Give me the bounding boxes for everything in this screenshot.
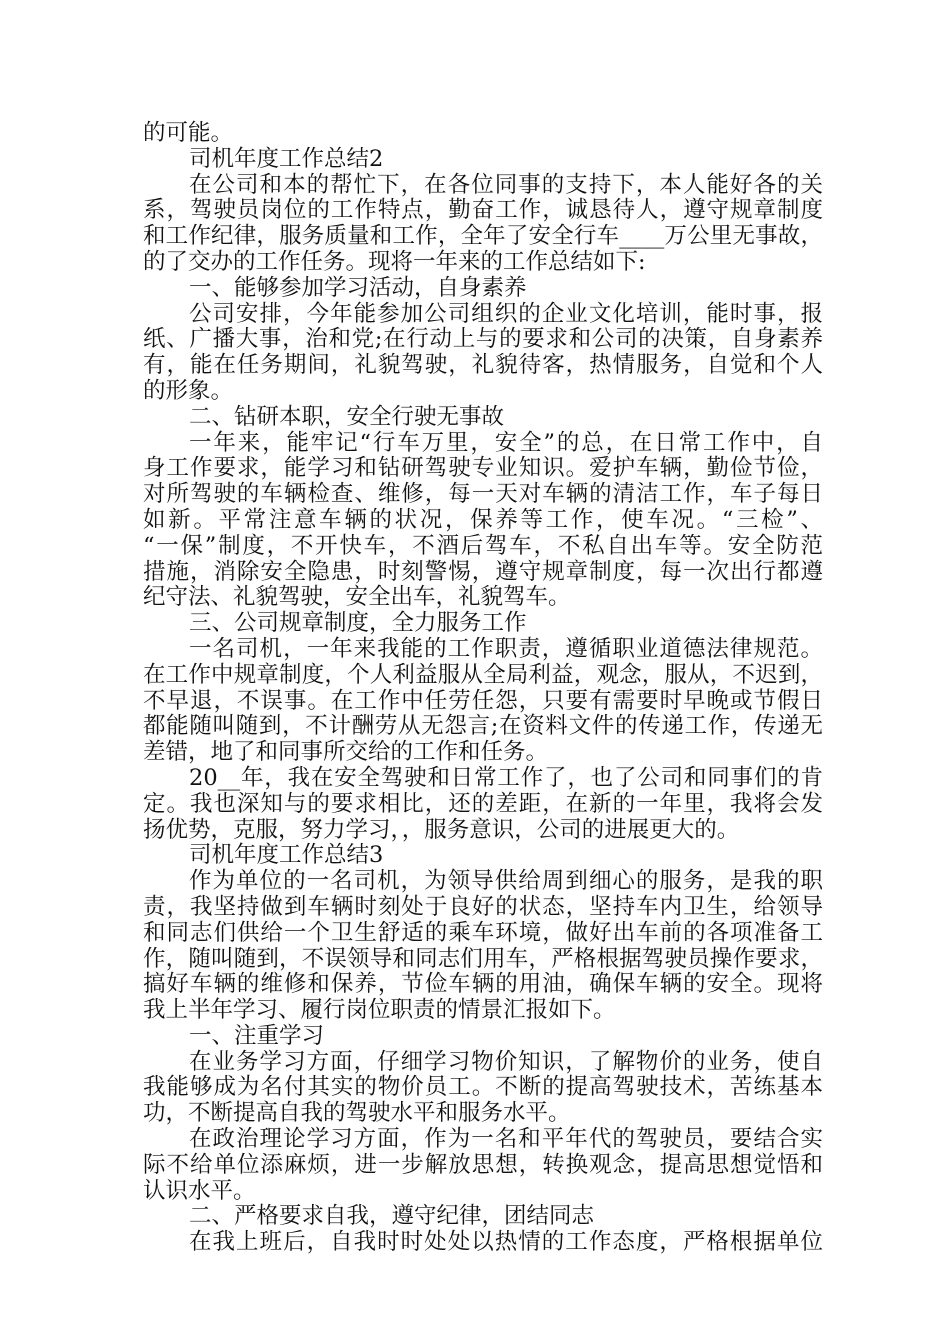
paragraph-line: 在工作中规章制度，个人利益服从全局利益，观念，服从，不迟到， — [143, 661, 823, 688]
paragraph-line: 责，我坚持做到车辆时刻处于良好的状态，坚持车内卫生，给领导 — [143, 893, 823, 920]
paragraph-line: 系，驾驶员岗位的工作特点，勤奋工作，诚恳待人，遵守规章制度 — [143, 197, 823, 224]
paragraph-line: 纪守法、礼貌驾驶，安全出车，礼貌驾车。 — [143, 584, 571, 611]
section-heading: 一、能够参加学习活动，自身素养 — [189, 274, 527, 301]
paragraph-line: 搞好车辆的维修和保养，节俭车辆的用油，确保车辆的安全。现将 — [143, 971, 823, 998]
paragraph-line: 不早退，不误事。在工作中任劳任怨，只要有需要时早晚或节假日 — [143, 687, 823, 714]
paragraph-line: 在政治理论学习方面，作为一名和平年代的驾驶员，要结合实 — [189, 1126, 823, 1153]
paragraph-line: 对所驾驶的车辆检查、维修，每一天对车辆的清洁工作，车子每日 — [143, 481, 823, 508]
paragraph-line: 在我上班后，自我时时处处以热情的工作态度，严格根据单位 — [189, 1229, 823, 1256]
paragraph-line: 纸、广播大事，治和党;在行动上与的要求和公司的决策，自身素养 — [143, 326, 823, 353]
paragraph-line: 一年来，能牢记“行车万里，安全”的总，在日常工作中，自 — [189, 429, 823, 456]
paragraph-line: 的了交办的工作任务。现将一年来的工作总结如下: — [143, 248, 646, 275]
paragraph-line: 在公司和本的帮忙下，在各位同事的支持下，本人能好各的关 — [189, 171, 823, 198]
paragraph-line: 有，能在任务期间，礼貌驾驶，礼貌待客，热情服务，自觉和个人 — [143, 352, 823, 379]
paragraph-line: 和工作纪律，服务质量和工作，全年了安全行车____万公里无事故， — [143, 223, 823, 250]
paragraph-line: 20__年，我在安全驾驶和日常工作了，也了公司和同事们的肯 — [189, 764, 823, 791]
paragraph-line: 扬优势，克服，努力学习，，服务意识，公司的进展更大的。 — [143, 816, 740, 843]
paragraph-line: 公司安排，今年能参加公司组织的企业文化培训，能时事，报 — [189, 300, 823, 327]
paragraph-line: 我上半年学习、履行岗位职责的情景汇报如下。 — [143, 997, 616, 1024]
paragraph-line: 功，不断提高自我的驾驶水平和服务水平。 — [143, 1100, 571, 1127]
paragraph-line: 的形象。 — [143, 377, 234, 404]
paragraph-line: 和同志们供给一个卫生舒适的乘车环境，做好出车前的各项准备工 — [143, 919, 823, 946]
paragraph-line: 的可能。 — [143, 120, 234, 146]
paragraph-line: 际不给单位添麻烦，进一步解放思想，转换观念，提高思想觉悟和 — [143, 1151, 823, 1178]
section-heading: 司机年度工作总结3 — [189, 842, 384, 869]
paragraph-line: 在业务学习方面，仔细学习物价知识，了解物价的业务，使自 — [189, 1048, 823, 1075]
paragraph-line: 定。我也深知与的要求相比，还的差距，在新的一年里，我将会发 — [143, 790, 823, 817]
paragraph-line: 我能够成为名付其实的物价员工。不断的提高驾驶技术，苦练基本 — [143, 1074, 823, 1101]
section-heading: 二、钻研本职，安全行驶无事故 — [189, 403, 505, 430]
section-heading: 二、严格要求自我，遵守纪律，团结同志 — [189, 1203, 595, 1230]
document-body — [143, 121, 823, 1256]
paragraph-line: 措施，消除安全隐患，时刻警惕，遵守规章制度，每一次出行都遵 — [143, 558, 823, 585]
paragraph-line: 一名司机，一年来我能的工作职责，遵循职业道德法律规范。 — [189, 635, 823, 662]
section-heading: 三、公司规章制度，全力服务工作 — [189, 610, 527, 637]
paragraph-line: 作为单位的一名司机，为领导供给周到细心的服务，是我的职 — [189, 868, 823, 895]
paragraph-line: 差错，地了和同事所交给的工作和任务。 — [143, 739, 549, 766]
paragraph-line: 认识水平。 — [143, 1177, 256, 1204]
paragraph-line: “一保”制度，不开快车，不酒后驾车，不私自出车等。安全防范 — [143, 532, 823, 559]
paragraph-line: 如新。平常注意车辆的状况，保养等工作，使车况。“三检”、 — [143, 506, 823, 533]
paragraph-line: 作，随叫随到，不误领导和同志们用车，严格根据驾驶员操作要求， — [143, 945, 823, 972]
section-heading: 司机年度工作总结2 — [189, 145, 384, 172]
section-heading: 一、注重学习 — [189, 1022, 325, 1049]
paragraph-line: 都能随叫随到，不计酬劳从无怨言;在资料文件的传递工作，传递无 — [143, 713, 823, 740]
paragraph-line: 身工作要求，能学习和钻研驾驶专业知识。爱护车辆，勤俭节俭， — [143, 455, 823, 482]
